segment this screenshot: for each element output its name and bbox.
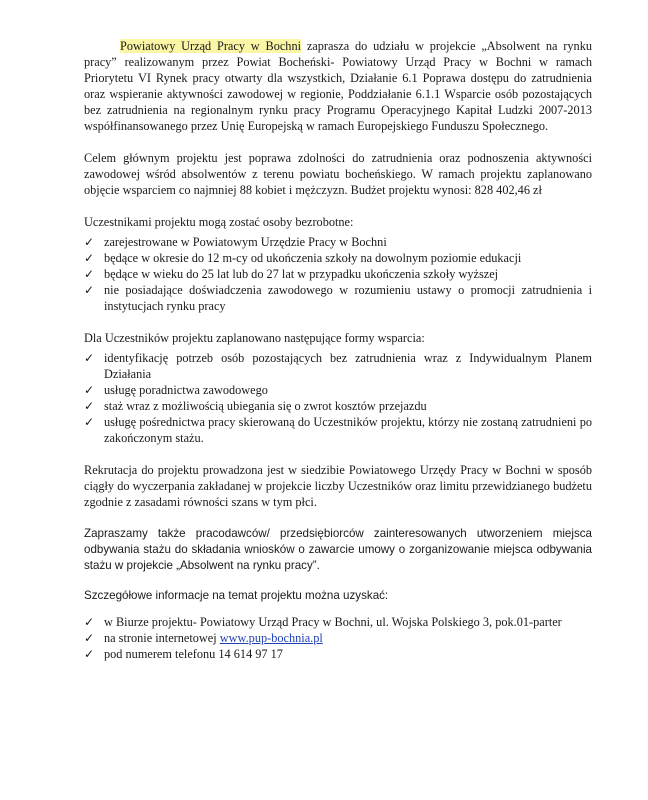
recruitment-paragraph: Rekrutacja do projektu prowadzona jest w siedzibie Powiatowego Urzędy Pracy w Bochni w sposób ciągły do wyczerpania zakładanej w projekcie liczby Uczestników oraz limitu przewidzianego budżetu zgodnie z zasadami równości szans w tym płci. xyxy=(84,463,592,509)
list-item xyxy=(84,646,592,662)
checkmark-icon: ✓ xyxy=(84,235,95,249)
phone-number: pod numerem telefonu 14 614 97 17 xyxy=(104,647,283,661)
info-list xyxy=(84,614,592,662)
list-item: ✓ staż wraz z możliwością ubiegania się o zwrot kosztów przejazdu xyxy=(84,399,427,413)
info-heading: Szczegółowe informacje na temat projektu można uzyskać: xyxy=(84,589,389,602)
goal-paragraph: Celem głównym projektu jest poprawa zdolności do zatrudnienia oraz podnoszenia aktywności zawodowej wśród absolwentów z terenu powiatu bocheńskiego. W ramach projektu zaplanowano objęcie wsparciem co najmniej 88 kobiet i mężczyzn. Budżet projektu wynosi: 828 402,46 zł xyxy=(84,151,592,197)
list-item: ✓ usługę pośrednictwa pracy skierowaną do Uczestników projektu, którzy nie zostaną zatrudnieni po zakończonym stażu. xyxy=(84,415,592,445)
list-item: ✓ nie posiadające doświadczenia zawodowego w rozumieniu ustawy o promocji zatrudnienia i instytucjach rynku pracy xyxy=(84,283,592,313)
checkmark-icon: ✓ xyxy=(84,267,95,281)
checkmark-icon: ✓ xyxy=(84,399,95,413)
checkmark-icon: ✓ xyxy=(84,383,95,397)
checkmark-icon: ✓ xyxy=(84,251,95,265)
office-address: w Biurze projektu- Powiatowy Urząd Pracy w Bochni, ul. Wojska Polskiego 3, pok.01-parter xyxy=(104,615,562,629)
support-list xyxy=(84,350,592,446)
checkmark-icon: ✓ xyxy=(84,631,95,645)
list-item xyxy=(84,614,592,630)
checkmark-icon: ✓ xyxy=(84,351,95,365)
support-heading: Dla Uczestników projektu zaplanowano następujące formy wsparcia: xyxy=(84,331,425,345)
list-item: ✓ będące w wieku do 25 lat lub do 27 lat w przypadku ukończenia szkoły wyższej xyxy=(84,267,499,281)
list-item: ✓ identyfikację potrzeb osób pozostających bez zatrudnienia wraz z Indywidualnym Planem Działania xyxy=(84,351,592,381)
checkmark-icon: ✓ xyxy=(84,647,95,661)
list-item: ✓ zarejestrowane w Powiatowym Urzędzie Pracy w Bochni xyxy=(84,235,387,249)
organization-name-highlight: Powiatowy Urząd Pracy w Bochni xyxy=(120,39,302,53)
checkmark-icon: ✓ xyxy=(84,615,95,629)
intro-text: zaprasza do udziału w projekcie „Absolwent na rynku pracy” realizowanym przez Powiat Bocheński- Powiatowy Urząd Pracy w Bochni w ramach Priorytetu VI Rynek pracy otwarty dla wszystkich, Działanie 6.1 Poprawa dostępu do zatrudnienia oraz wspieranie aktywności zawodowej w regionie, Poddziałanie 6.1.1 Wsparcie osób pozostających bez zatrudnienia na regionalnym rynku pracy Programu Operacyjnego Kapitał Ludzki 2007-2013 współfinansowanego przez Unię Europejską w ramach Europejskiego Funduszu Społecznego. xyxy=(84,39,592,133)
list-item: ✓ usługę poradnictwa zawodowego xyxy=(84,383,268,397)
employers-paragraph: Zapraszamy także pracodawców/ przedsiębiorców zainteresowanych utworzeniem miejsca odbywania stażu do składania wniosków o zawarcie umowy o zorganizowanie miejsca odbywania stażu w projekcie „Absolwent na rynku pracy”. xyxy=(84,527,592,572)
participants-heading: Uczestnikami projektu mogą zostać osoby bezrobotne: xyxy=(84,215,354,229)
checkmark-icon: ✓ xyxy=(84,415,95,429)
list-item: ✓ będące w okresie do 12 m-cy od ukończenia szkoły na dowolnym poziomie edukacji xyxy=(84,251,522,265)
participants-list xyxy=(84,234,592,314)
intro-paragraph xyxy=(84,38,592,134)
website-link[interactable]: www.pup-bochnia.pl xyxy=(219,631,323,645)
list-item: ✓ na stronie internetowej www.pup-bochnia.pl xyxy=(84,631,323,645)
checkmark-icon: ✓ xyxy=(84,283,95,297)
